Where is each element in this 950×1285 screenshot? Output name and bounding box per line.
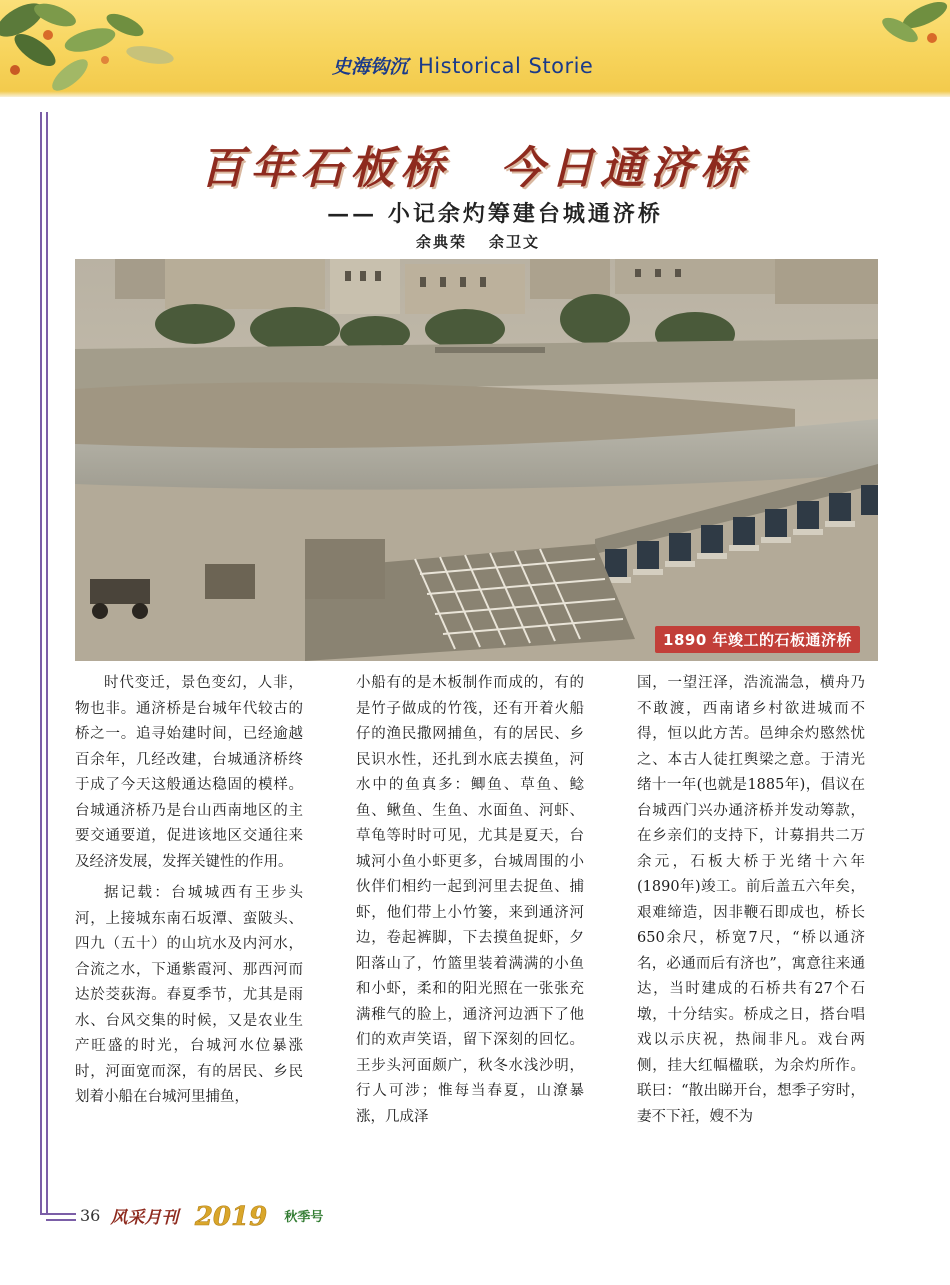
author-name: 余典荣 (415, 233, 467, 251)
magazine-name: 风采月刊 (110, 1207, 179, 1228)
header-band (0, 0, 950, 97)
paragraph: 时代变迁，景色变幻，人非，物也非。通济桥是台城年代较古的桥之一。追寻始建时间，已经逾越百余年，几经改建，台城通济桥终于成了今天这般通达稳固的模样。台城通济桥乃是台山西南地区的主要交通要道，促进该地区交通往来及经济发展，发挥关键性的作用。 (75, 675, 303, 870)
page-number: 36 (80, 1205, 101, 1225)
article-title: 百年石板桥 今日通济桥 (200, 143, 750, 194)
paragraph: 小船有的是木板制作而成的，有的是竹子做成的竹筏，还有开着火船仔的渔民撒网捕鱼，有的居民、乡民识水性，还扎到水底去摸鱼，河水中的鱼真多：鲫鱼、草鱼、鲶鱼、鳅鱼、生鱼、水面鱼、河虾、草龟等时时可见，尤其是夏天，台城河小鱼小虾更多，台城周围的小伙伴们相约一起到河里去捉鱼、捕虾，他们带上小竹篓，来到通济河边，卷起裤脚，下去摸鱼捉虾，夕阳落山了，竹篮里装着满满的小鱼和小虾，柔和的阳光照在一张张充满稚气的脸上，通济河边洒下了他们的欢声笑语，留下深刻的回忆。王步头河面颇广，秋冬水浅沙明，行人可涉；惟每当春夏，山潦暴涨，几成泽 (356, 675, 584, 1125)
photo-caption: 1890 年竣工的石板通济桥 (655, 626, 860, 653)
side-rule (46, 112, 48, 1215)
text-column-2 (356, 671, 584, 1181)
section-title (332, 52, 593, 82)
year-logo-icon (188, 1198, 274, 1232)
paragraph: 国，一望汪泽，浩流湍急，横舟乃不敢渡，西南诸乡村欲进城而不得，恒以此方苦。邑绅余灼愍然忧之、本古人徒扛舆梁之意。于清光绪十一年(也就是1885年)，倡议在台城西门兴办通济桥并发动筹款，在乡亲们的支持下，计募捐共二万余元，石板大桥于光绪十六年(1890年)竣工。前后盖五六年矣，艰难缔造，因非鞭石即成也，桥长650余尺，桥宽7尺，“桥以通济名，必通而后有济也”，寓意往来通达，当时建成的石桥共有27个石墩，十分结实。桥成之日，搭台唱戏以示庆祝，热闹非凡。戏台两侧，挂大红幅楹联，为余灼所作。联曰：“散出睇开台，想季子穷时，妻不下衽，嫂不为 (637, 675, 865, 1125)
article-authors (0, 231, 950, 252)
leaf-decoration-icon (870, 0, 950, 60)
article-subtitle: —— 小记余灼筹建台城通济桥 (327, 201, 663, 227)
paragraph: 据记载：台城城西有王步头河，上接城东南石坂潭、蛮陂头、四九（五十）的山坑水及内河水，合流之水，下通紫霞河、那西河而达於茭荻海。春夏季节，尤其是雨水、台风交集的时候，又是农业生产旺盛的时光，台城河水位暴涨时，河面宽而深，有的居民、乡民划着小船在台城河里捕鱼， (75, 885, 303, 1105)
historical-bridge-photo (75, 259, 878, 661)
year-logo-text: 2019 (195, 1202, 268, 1232)
leaf-decoration-icon (0, 0, 190, 97)
bridge-photo-image (75, 259, 878, 661)
section-title-cn: 史海钩沉 (332, 56, 409, 78)
side-rule (40, 112, 42, 1215)
issue-label: 秋季号 (284, 1209, 324, 1225)
text-column-3 (637, 671, 865, 1181)
bottom-rule (40, 1213, 76, 1215)
text-column-1 (75, 671, 303, 1181)
bottom-rule (46, 1219, 76, 1221)
author-name: 余卫文 (489, 233, 541, 251)
page-footer (80, 1198, 323, 1232)
section-title-en: Historical Storie (418, 54, 594, 78)
